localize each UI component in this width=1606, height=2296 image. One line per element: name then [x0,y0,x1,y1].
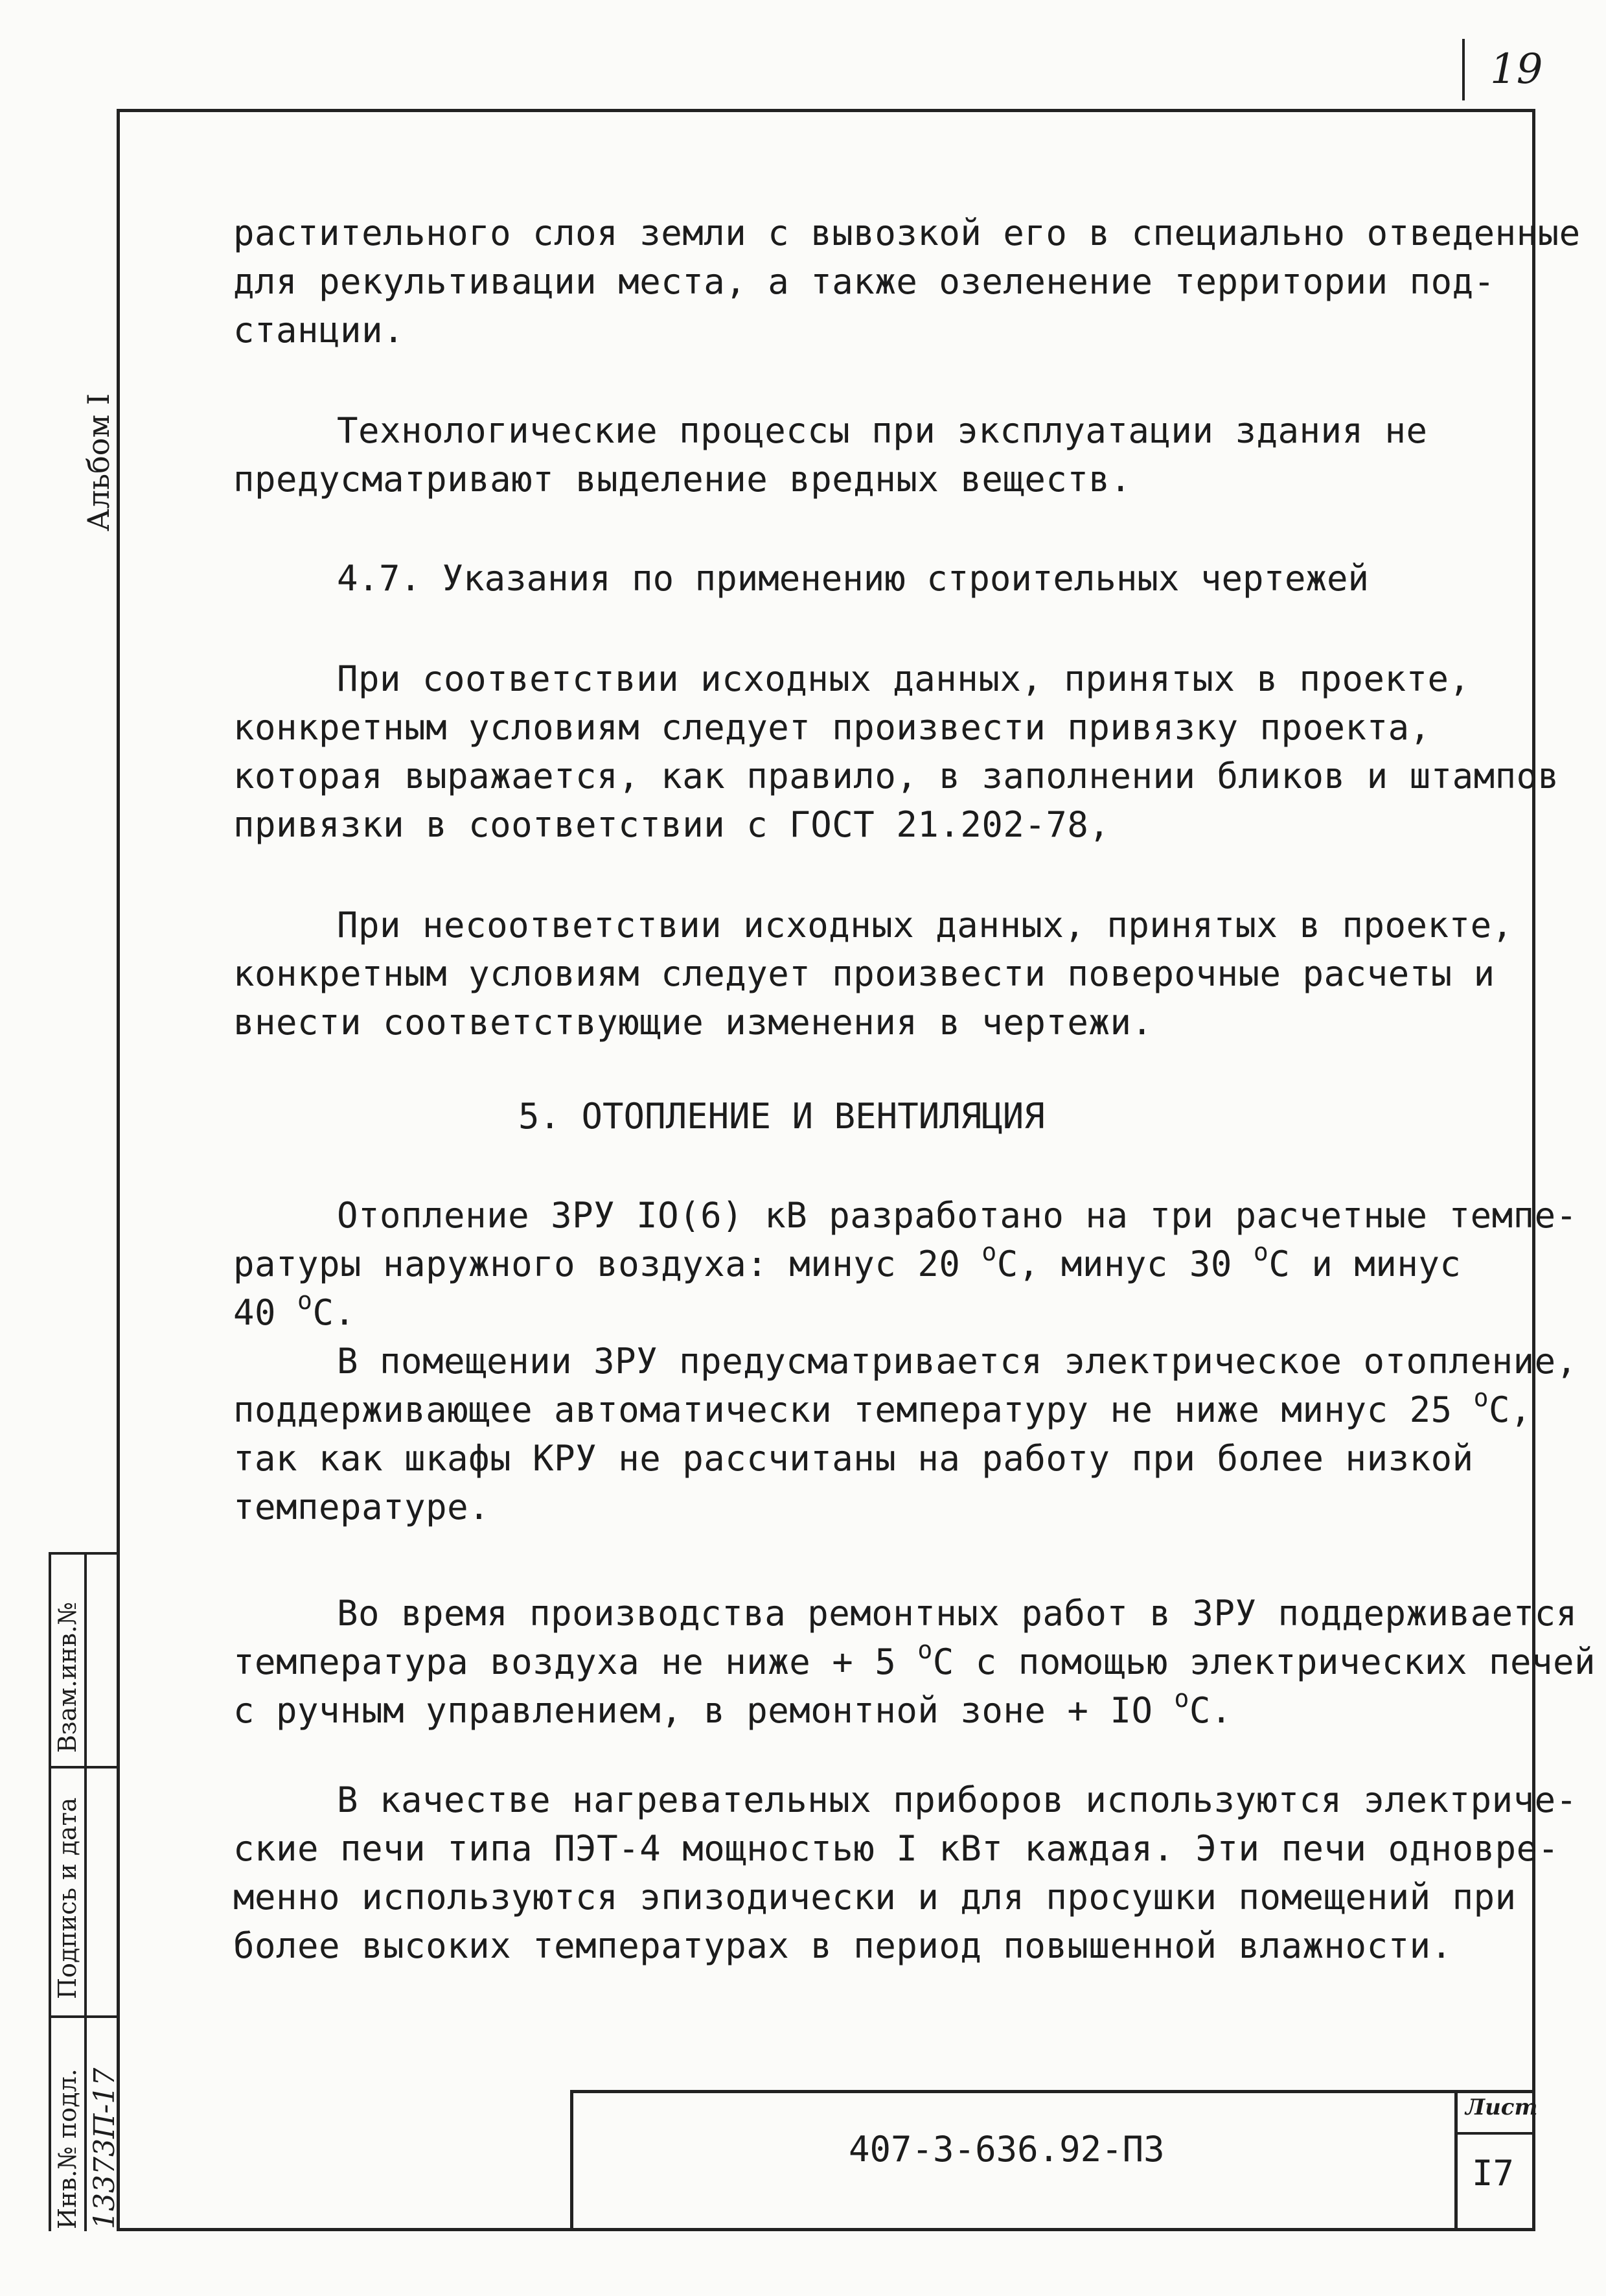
degree-mark: o [917,1636,933,1664]
text-line: В помещении ЗРУ предусматривается электрическое отопление, [337,1341,1577,1382]
text-fragment: C и минус [1268,1244,1462,1284]
degree-mark: o [297,1286,313,1315]
side-stamp-row1 [49,1766,119,1768]
text-line: растительного слоя земли с вывозкой его в специально отведенные [233,213,1581,253]
paragraph-5 [233,1191,1577,1337]
text-line: конкретным условиям следует произвести привязку проекта, [233,707,1431,748]
text-line: предусматривают выделение вредных веществ. [233,459,1132,500]
text-line: Отопление ЗРУ IO(6) кВ разработано на три расчетные темпе- [337,1195,1577,1236]
heading-5: 5. ОТОПЛЕНИЕ И ВЕНТИЛЯЦИЯ [518,1096,1045,1137]
text-line: так как шкафы КРУ не рассчитаны на работу при более низкой [233,1438,1474,1479]
paragraph-7 [233,1589,1596,1735]
text-line [233,1686,1509,1735]
paragraph-2 [233,406,1509,504]
top-tick [1462,39,1465,100]
degree-mark: o [1174,1684,1189,1713]
text-line: менно используются эпизодически и для просушки помещений при [233,1877,1517,1918]
text-line: Технологические процессы при эксплуатации здания не [337,410,1428,451]
paragraph-8 [233,1776,1577,1970]
sheet-label: Лист [1465,2094,1538,2120]
document-code: 407-3-636.92-ПЗ [849,2129,1165,2170]
sheet-label-line [1454,2132,1535,2135]
text-line: конкретным условиям следует произвести поверочные расчеты и [233,953,1495,994]
text-line: При соответствии исходных данных, принятых в проекте, [337,658,1471,699]
heading-4-7: 4.7. Указания по применению строительных чертежей [337,558,1370,599]
title-block-divider [1454,2090,1458,2231]
text-fragment: C. [1189,1690,1232,1731]
inv-podl-value: 13373П-17 [88,2067,121,2229]
text-line: При несоответствии исходных данных, принятых в проекте, [337,905,1513,945]
text-fragment: ратуры наружного воздуха: минус 20 [233,1244,982,1284]
text-fragment: C, [1489,1389,1532,1430]
side-stamp-row2 [49,2015,119,2018]
text-fragment: C. [312,1292,356,1333]
degree-mark: o [1253,1238,1269,1266]
inv-podl-label: Инв.№ подл. [53,2069,82,2229]
podpis-data-label: Подпись и дата [53,1797,82,1999]
page-number: 19 [1490,45,1543,93]
paragraph-4 [233,901,1513,1047]
text-line: ские печи типа ПЭТ-4 мощностью I кВт каждая. Эти печи одновре- [233,1828,1559,1869]
text-line [233,1288,1509,1337]
text-fragment: с ручным управлением, в ремонтной зоне + IO [233,1690,1175,1731]
text-line: привязки в соответствии с ГОСТ 21.202-78, [233,804,1110,845]
text-line: температуре. [233,1487,490,1527]
vzam-inv-label: Взам.инв.№ [53,1601,82,1753]
paragraph-6 [233,1337,1577,1531]
side-stamp-top [49,1552,119,1555]
text-line: В качестве нагревательных приборов используются электриче- [337,1780,1577,1820]
degree-mark: o [981,1238,997,1266]
text-fragment: поддерживающее автоматически температуру не ниже минус 25 [233,1389,1474,1430]
text-fragment: C, минус 30 [996,1244,1254,1284]
text-fragment: температура воздуха не ниже + 5 [233,1641,918,1682]
side-stamp-outer [49,1552,51,2231]
album-label: Альбом I [81,393,116,531]
text-line: более высоких температурах в период повышенной влажности. [233,1925,1452,1966]
text-line: Во время производства ремонтных работ в ЗРУ поддерживается [337,1593,1577,1634]
text-line: внести соответствующие изменения в чертежи. [233,1002,1153,1043]
text-line [233,1384,1532,1434]
text-line: станции. [233,310,405,351]
paragraph-1 [233,209,1581,354]
side-stamp-divider [84,1552,87,2231]
degree-mark: o [1473,1384,1489,1412]
paragraph-3 [233,655,1559,849]
sheet-number: I7 [1472,2153,1515,2194]
text-line: для рекультивации места, а также озеленение территории под- [233,261,1495,302]
text-fragment: C с помощью электрических печей [932,1641,1596,1682]
text-line: которая выражается, как правило, в заполнении бликов и штампов [233,756,1559,796]
text-fragment: 40 [233,1292,298,1333]
text-line [233,1240,1509,1288]
text-line [233,1636,1596,1686]
